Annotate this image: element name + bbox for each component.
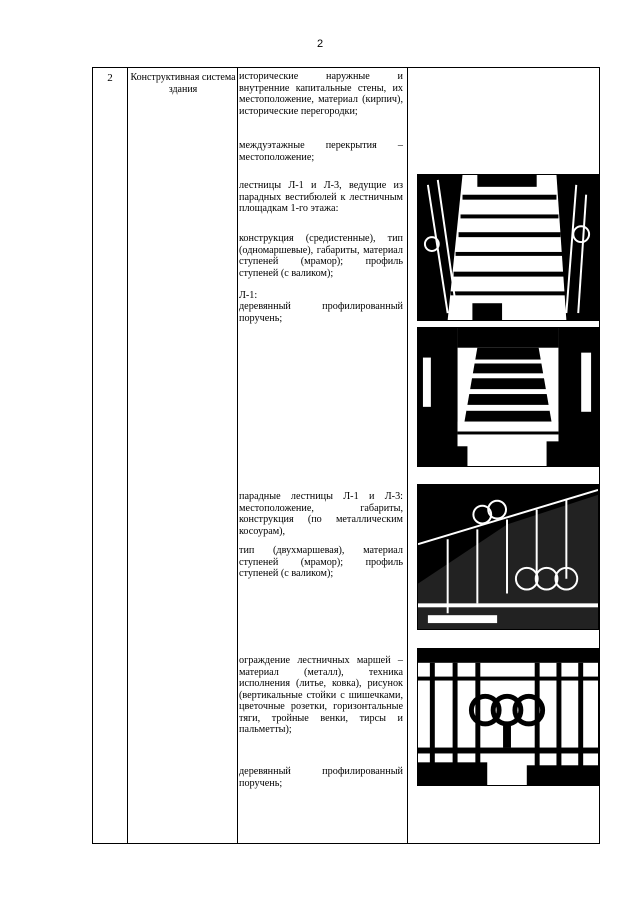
text-block-stairs-details: конструкция (средистенные), тип (одномаршевые), габариты, материал ступеней (мрамор); профиль ступеней (с валиком); [239, 233, 403, 279]
row-title: Конструктивная система здания [130, 72, 236, 95]
column-divider [127, 68, 128, 843]
railing-image [418, 485, 598, 629]
photo-staircase-railing [417, 484, 599, 630]
text-block-stairs-heading: лестницы Л-1 и Л-3, ведущие из парадных вестибюлей к лестничным площадкам 1-го этажа: [239, 180, 403, 214]
text-block-floors: междуэтажные перекрытия – местоположение; [239, 140, 403, 163]
railing-detail-image [418, 649, 598, 785]
heritage-table [92, 67, 600, 844]
staircase-image [418, 175, 598, 320]
photo-staircase-front [417, 327, 599, 467]
column-divider [407, 68, 408, 843]
photo-staircase-up [417, 174, 599, 321]
staircase-image [418, 328, 598, 466]
text-block-main-stairs: парадные лестницы Л-1 и Л-3: местоположение, габариты, конструкция (по металлическим косоурам), [239, 491, 403, 537]
text-block-walls: исторические наружные и внутренние капитальные стены, их местоположение, материал (кирпич), исторические перегородки; [239, 71, 403, 117]
text-block-railing-handrail: деревянный профилированный поручень; [239, 766, 403, 789]
text-block-handrail: деревянный профилированный поручень; [239, 301, 403, 324]
row-number: 2 [107, 72, 113, 84]
text-block-l1: Л-1: [239, 290, 258, 301]
photo-railing-detail [417, 648, 599, 786]
text-block-main-stairs-type: тип (двухмаршевая), материал ступеней (мрамор); профиль ступеней (с валиком); [239, 545, 403, 579]
column-divider [237, 68, 238, 843]
text-block-railing: ограждение лестничных маршей – материал (металл), техника исполнения (литье, ковка), рисунок (вертикальные стойки с шишечками, цветочные розетки, горизонтальные тяги, тройные венки, тирсы и пальметты); [239, 655, 403, 735]
page-number: 2 [316, 38, 324, 50]
